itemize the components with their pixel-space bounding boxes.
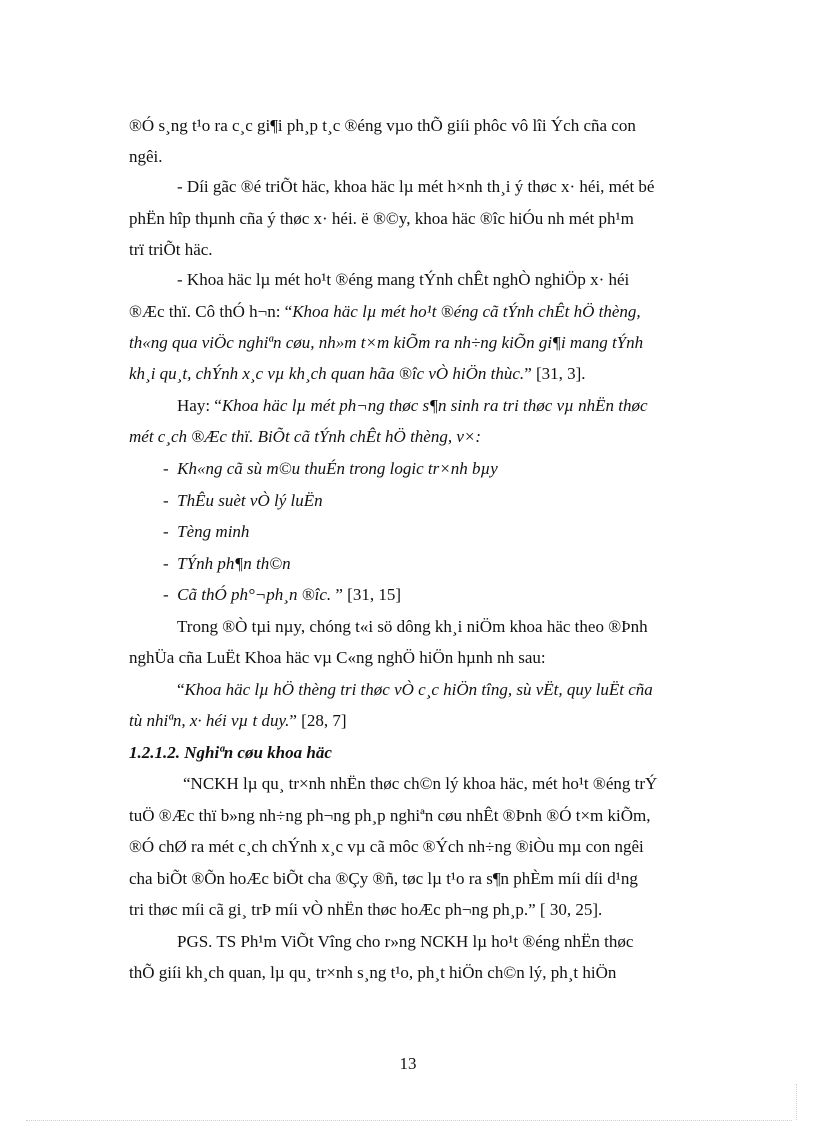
text-plain: Hay: “ — [177, 396, 222, 415]
list-item — [163, 516, 733, 547]
list-dash: - — [163, 522, 169, 541]
paragraph-line: ®Ó s¸ng t¹o ra c¸c gi¶i ph¸p t¸c ®éng vµo thÕ giíi phôc vô lîi Ých cña con — [129, 116, 636, 135]
list-text: TÝnh ph¶n th©n — [177, 554, 291, 573]
page-boundary-line — [796, 1084, 797, 1120]
paragraph-line: nghÜa cña LuËt Khoa häc vµ C«ng nghÖ hiÖn hµnh nh sau: — [129, 648, 546, 667]
paragraph-line: - Khoa häc lµ mét ho¹t ®éng mang tÝnh chÊt nghÒ nghiÖp x· héi — [177, 270, 630, 289]
text-plain: ” [31, 3]. — [524, 364, 586, 383]
text-italic: kh¸i qu¸t, chÝnh x¸c vµ kh¸ch quan hãa ®îc vÒ hiÖn thùc. — [129, 364, 525, 383]
paragraph-line — [129, 705, 733, 736]
list-item — [163, 548, 733, 579]
list-dash: - — [163, 459, 169, 478]
text-italic: Khoa häc lµ mét ho¹t ®éng cã tÝnh chÊt hÖ thèng, — [292, 302, 641, 321]
list-dash: - — [163, 491, 169, 510]
text-plain: “ — [177, 680, 185, 699]
paragraph-line: th«ng qua viÖc nghiªn cøu, nh»m t×m kiÕm ra nh÷ng kiÕn gi¶i mang tÝnh — [129, 333, 644, 352]
list-dash: - — [163, 554, 169, 573]
paragraph-line: - Díi gãc ®é triÕt häc, khoa häc lµ mét h×nh th¸i ý thøc x· héi, mét bé — [177, 177, 655, 196]
section-heading: 1.2.1.2. Nghiªn cøu khoa häc — [129, 743, 332, 762]
paragraph-line: “NCKH lµ qu¸ tr×nh nhËn thøc ch©n lý khoa häc, mét ho¹t ®éng trÝ — [183, 774, 658, 793]
paragraph-line: tri thøc míi cã gi¸ trÞ míi vÒ nhËn thøc hoÆc ph¬ng ph¸p.” [ 30, 25]. — [129, 900, 603, 919]
paragraph-line: ®Ó chØ ra mét c¸ch chÝnh x¸c vµ cã môc ®Ých nh÷ng ®iÒu mµ con ngêi — [129, 837, 644, 856]
list-item — [163, 453, 733, 484]
paragraph-line — [129, 358, 733, 389]
text-plain: ” [31, 15] — [335, 585, 402, 604]
text-plain: ®Æc thï. Cô thÓ h¬n: “ — [129, 302, 293, 321]
paragraph-line — [177, 674, 733, 705]
paragraph-line: phËn hîp thµnh cña ý thøc x· héi. ë ®©y, khoa häc ®îc hiÓu nh mét ph¹m — [129, 209, 634, 228]
paragraph-line: PGS. TS Ph¹m ViÕt Vîng cho r»ng NCKH lµ ho¹t ®éng nhËn thøc — [177, 932, 634, 951]
paragraph-line: Trong ®Ò tµi nµy, chóng t«i sö dông kh¸i niÖm khoa häc theo ®Þnh — [177, 617, 648, 636]
paragraph-line: mét c¸ch ®Æc thï. BiÕt cã tÝnh chÊt hÖ thèng, v×: — [129, 427, 482, 446]
paragraph-line — [177, 390, 733, 421]
list-text: Kh«ng cã sù m©u thuÉn trong logic tr×nh bµy — [177, 459, 498, 478]
page-number: 13 — [399, 1054, 417, 1073]
text-plain: ” [28, 7] — [289, 711, 347, 730]
paragraph-line: trï triÕt häc. — [129, 240, 213, 259]
list-item: - Cã thÓ ph°¬ph¸n ®îc. ” [31, 15] — [163, 585, 402, 604]
list-text: Tèng minh — [177, 522, 250, 541]
paragraph-line: tuÖ ®Æc thï b»ng nh÷ng ph¬ng ph¸p nghiªn cøu nhÊt ®Þnh ®Ó t×m kiÕm, — [129, 806, 651, 825]
list-text: ThÊu suèt vÒ lý luËn — [177, 491, 323, 510]
page-boundary-line — [26, 1120, 792, 1121]
paragraph-line: ngêi. — [129, 147, 163, 166]
list-text: Cã thÓ ph°¬ph¸n ®îc. — [177, 585, 336, 604]
text-italic: Khoa häc lµ hÖ thèng tri thøc vÒ c¸c hiÖn tîng, sù vËt, quy luËt cña — [184, 680, 653, 699]
paragraph-line: cha biÕt ®Õn hoÆc biÕt cha ®Çy ®ñ, tøc lµ t¹o ra s¶n phÈm míi díi d¹ng — [129, 869, 638, 888]
text-italic: tù nhiªn, x· héi vµ t duy. — [129, 711, 290, 730]
paragraph-line: thÕ giíi kh¸ch quan, lµ qu¸ tr×nh s¸ng t¹o, ph¸t hiÖn ch©n lý, ph¸t hiÖn — [129, 963, 617, 982]
paragraph-line — [129, 296, 733, 327]
text-italic: Khoa häc lµ mét ph¬ng thøc s¶n sinh ra tri thøc vµ nhËn thøc — [221, 396, 648, 415]
list-item — [163, 485, 733, 516]
